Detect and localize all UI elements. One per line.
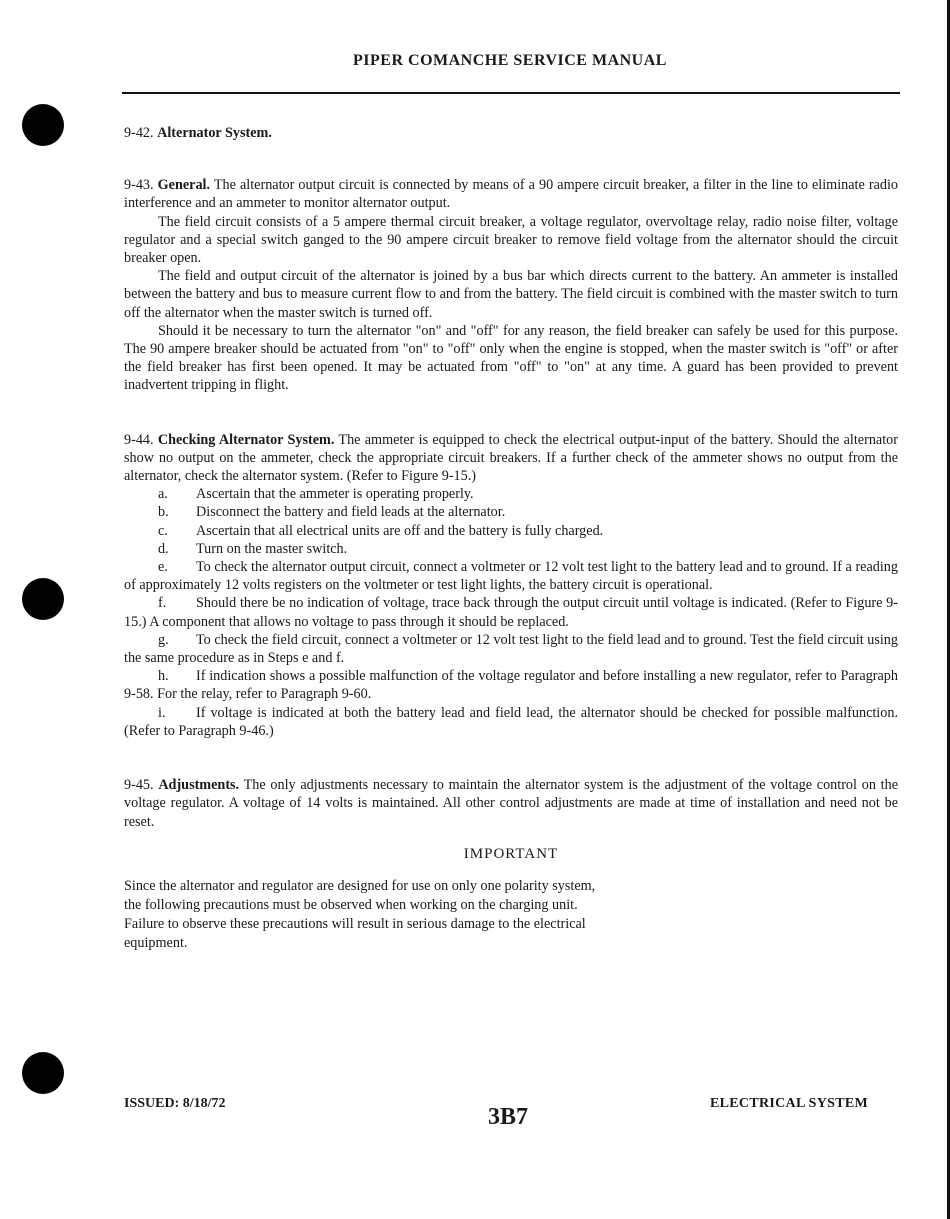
step-text: Disconnect the battery and field leads at the alternator.	[196, 504, 506, 521]
important-heading: IMPORTANT	[463, 845, 559, 862]
punch-hole-middle	[22, 578, 64, 620]
step-b	[124, 503, 898, 521]
section-title: Checking Alternator System.	[157, 431, 335, 448]
page-header: PIPER COMANCHE SERVICE MANUAL	[353, 52, 667, 69]
section-9-43-paragraph-3: The field and output circuit of the alternator is joined by a bus bar which directs current to the battery. An ammeter is installed between the battery and bus to measure current flow to and from the battery. The field circuit is combined with the master switch to turn off the alternator when the master switch is turned off.	[124, 268, 898, 321]
section-title: General.	[157, 177, 211, 194]
step-label: e.	[158, 559, 168, 576]
page-content	[124, 124, 898, 953]
step-a	[124, 485, 898, 503]
step-label: i.	[158, 704, 166, 721]
step-i	[124, 704, 898, 740]
step-f	[124, 594, 898, 630]
issued-date: ISSUED: 8/18/72	[124, 1096, 226, 1111]
section-number: 9-43.	[124, 177, 154, 194]
section-9-42-heading	[124, 124, 898, 142]
section-title: Alternator System.	[157, 125, 272, 141]
section-9-45-paragraph	[124, 776, 898, 831]
section-title: Adjustments.	[158, 777, 240, 794]
step-text: To check the alternator output circuit, connect a voltmeter or 12 volt test light to the battery lead and to ground. If a reading of approximately 12 volts registers on the voltmeter or test light lights, the battery circuit is operational.	[124, 559, 898, 594]
step-text: To check the field circuit, connect a voltmeter or 12 volt test light to the field lead and to ground. Test the field circuit using the same procedure as in Steps e and f.	[124, 631, 898, 667]
section-9-44-intro	[124, 431, 898, 486]
step-text: Ascertain that the ammeter is operating properly.	[196, 486, 474, 503]
step-d	[124, 540, 898, 558]
step-c	[124, 522, 898, 540]
section-name: ELECTRICAL SYSTEM	[710, 1096, 868, 1111]
step-h	[124, 667, 898, 703]
step-text: If voltage is indicated at both the battery lead and field lead, the alternator should be checked for possible malfunction. (Refer to Paragraph 9-46.)	[124, 704, 898, 739]
step-text: Ascertain that all electrical units are off and the battery is fully charged.	[196, 522, 604, 539]
paragraph-text: The alternator output circuit is connected by means of a 90 ampere circuit breaker, a filter in the line to eliminate radio interference and an ammeter to monitor alternator output.	[124, 177, 898, 212]
punch-hole-bottom	[22, 1052, 64, 1094]
section-number: 9-45.	[124, 777, 154, 794]
step-text: Turn on the master switch.	[196, 540, 348, 557]
paragraph-text: The ammeter is equipped to check the electrical output-input of the battery. Should the alternator show no output on the ammeter, check the appropriate circuit breakers. If a further check of the ammeter shows no output from the alternator, check the alternator system. (Refer to Figure 9-15.)	[124, 431, 898, 485]
paragraph-text: The only adjustments necessary to maintain the alternator system is the adjustment of the voltage control on the voltage regulator. A voltage of 14 volts is maintained. All other control adjustments are made at time of installation and need not be reset.	[124, 777, 898, 830]
step-g	[124, 631, 898, 667]
section-9-43-paragraph-1	[124, 176, 898, 212]
step-text: Should there be no indication of voltage, trace back through the output circuit until voltage is indicated. (Refer to Figure 9-15.) A component that allows no voltage to pass through it should be replaced.	[124, 595, 898, 630]
step-text: If indication shows a possible malfunction of the voltage regulator and before installing a new regulator, refer to Paragraph 9-58. For the relay, refer to Paragraph 9-60.	[124, 668, 898, 703]
header-rule	[122, 92, 900, 94]
step-label: d.	[158, 540, 169, 557]
section-number: 9-44.	[124, 431, 154, 448]
step-label: h.	[158, 668, 169, 685]
punch-hole-top	[22, 104, 64, 146]
page-number: 3B7	[488, 1104, 529, 1130]
section-9-43-paragraph-4: Should it be necessary to turn the alternator "on" and "off" for any reason, the field breaker can safely be used for this purpose. The 90 ampere breaker should be actuated from "on" to "off" only when the engine is stopped, when the master switch is "off" or after the field breaker has first been opened. It may be actuated from "off" to "on" at any time. A guard has been provided to prevent inadvertent tripping in flight.	[124, 322, 898, 394]
step-label: f.	[158, 595, 167, 612]
section-number: 9-42.	[124, 125, 154, 141]
step-label: b.	[158, 504, 169, 521]
step-label: c.	[158, 522, 168, 539]
step-label: g.	[158, 631, 169, 648]
step-label: a.	[158, 486, 168, 503]
section-9-43-paragraph-2: The field circuit consists of a 5 ampere thermal circuit breaker, a voltage regulator, overvoltage relay, radio noise filter, voltage regulator and a special switch ganged to the 90 ampere circuit breaker to remove field voltage from the alternator should the circuit breaker open.	[124, 213, 898, 267]
step-e	[124, 558, 898, 594]
important-note: Since the alternator and regulator are designed for use on only one polarity system, the following precautions must be observed when working on the charging unit. Failure to observe these precautions will result in serious damage to the electrical equipment.	[124, 877, 596, 951]
